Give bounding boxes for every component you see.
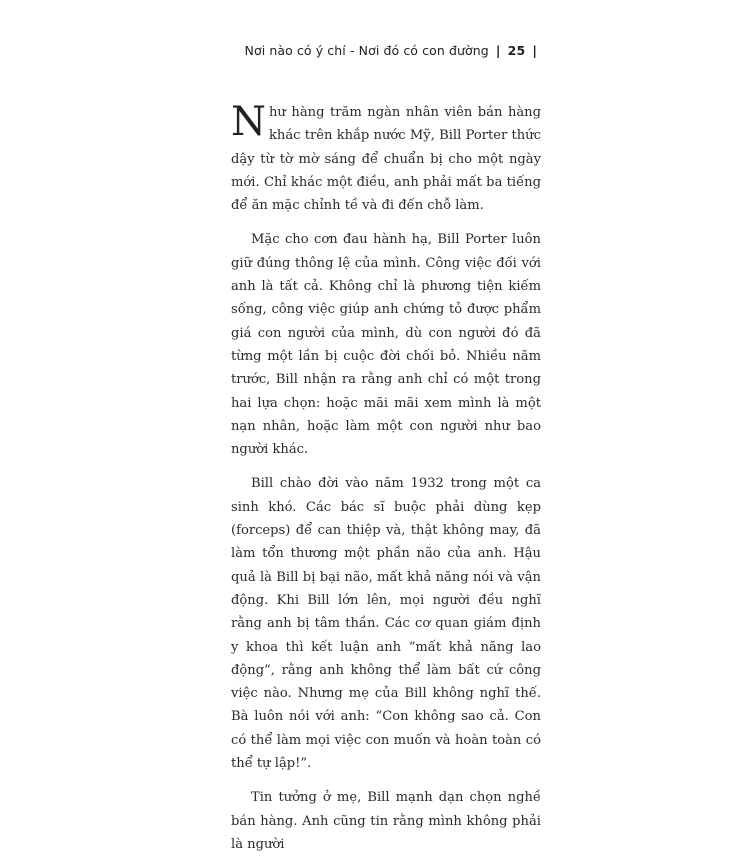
- book-title: Nơi nào có ý chí - Nơi đó có con đường: [244, 43, 489, 58]
- drop-cap: N: [231, 99, 266, 145]
- page-number: 25: [507, 43, 526, 58]
- paragraph-1-text: hư hàng trăm ngàn nhân viên bán hàng khác trên khắp nước Mỹ, Bill Porter thức dậy từ tờ mờ sáng để chuẩn bị cho một ngày mới. Chỉ khác một điều, anh phải mất ba tiếng để ăn mặc chỉnh tề và đi đến chỗ làm.: [231, 105, 541, 214]
- running-header: [245, 43, 541, 58]
- paragraph-2: Mặc cho cơn đau hành hạ, Bill Porter luôn giữ đúng thông lệ của mình. Công việc đối với anh là tất cả. Không chỉ là phương tiện kiếm sống, công việc giúp anh chứng tỏ được phẩm giá con người của mình, dù con người đó đã từng một lần bị cuộc đời chối bỏ. Nhiều năm trước, Bill nhận ra rằng anh chỉ có một trong hai lựa chọn: hoặc mãi mãi xem mình là một nạn nhân, hoặc làm một con người như bao người khác.: [231, 232, 541, 458]
- header-separator: |: [495, 43, 501, 58]
- paragraph-1: [231, 101, 541, 217]
- body-text: [231, 101, 541, 867]
- header-trailing-separator: |: [532, 43, 537, 58]
- paragraph-4: Tin tưởng ở mẹ, Bill mạnh dạn chọn nghề bán hàng. Anh cũng tin rằng mình không phải là người: [231, 790, 541, 852]
- paragraph-3: Bill chào đời vào năm 1932 trong một ca sinh khó. Các bác sĩ buộc phải dùng kẹp (forceps) để can thiệp và, thật không may, đã làm tổn thương một phần não của anh. Hậu quả là Bill bị bại não, mất khả năng nói và vận động. Khi Bill lớn lên, mọi người đều nghĩ rằng anh bị tâm thần. Các cơ quan giám định y khoa thì kết luận anh “mất khả năng lao động”, rằng anh không thể làm bất cứ công việc nào. Nhưng mẹ của Bill không nghĩ thế. Bà luôn nói với anh: “Con không sao cả. Con có thể làm mọi việc con muốn và hoàn toàn có thể tự lập!”.: [231, 476, 541, 772]
